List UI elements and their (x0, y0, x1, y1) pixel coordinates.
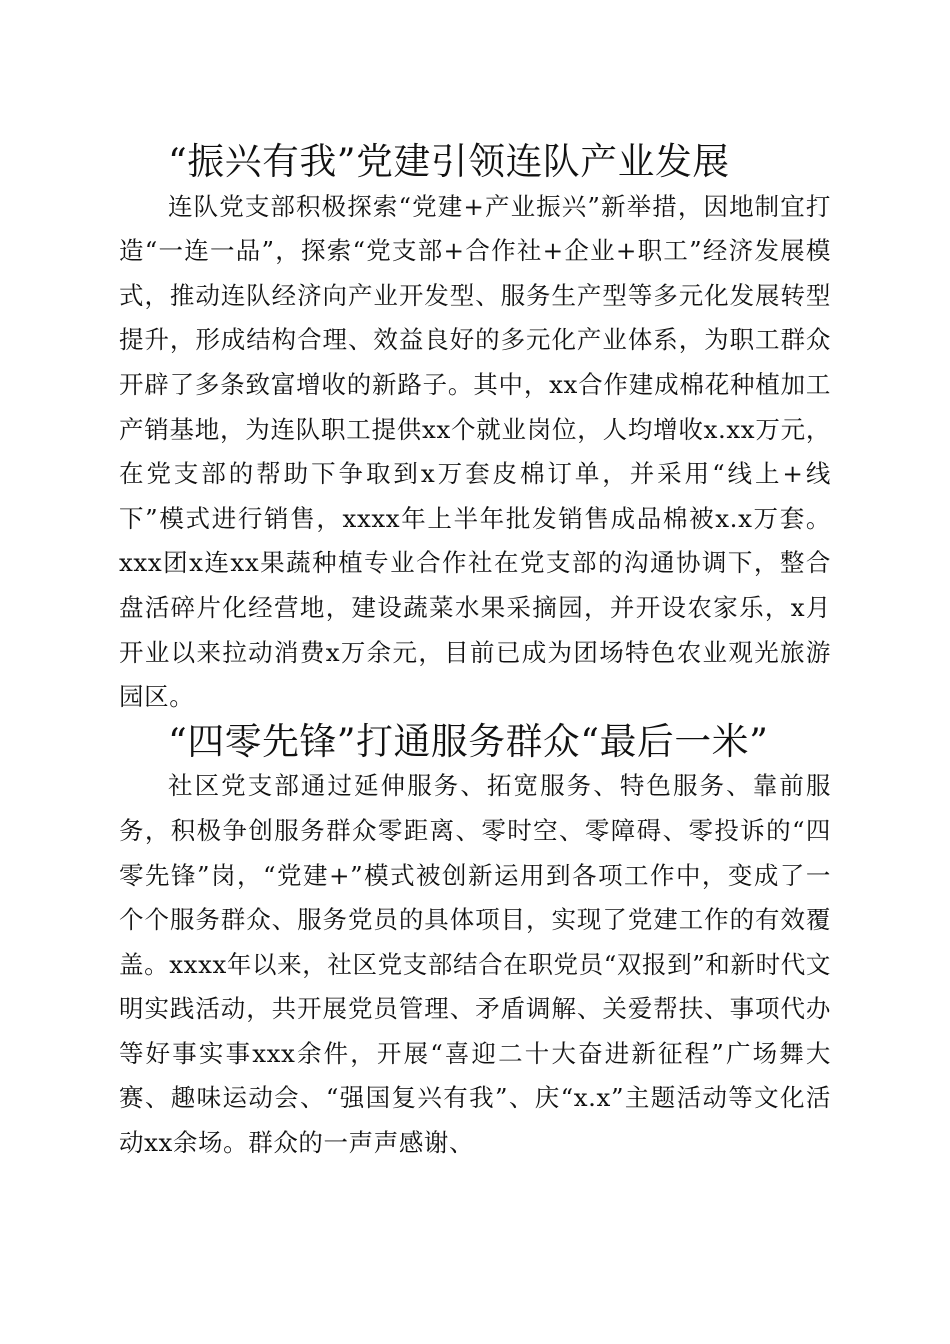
section-heading: “四零先锋”打通服务群众“最后一米” (168, 719, 769, 763)
section-heading: “振兴有我”党建引领连队产业发展 (168, 140, 730, 183)
section-community-service (119, 720, 831, 1166)
section-industry-development (119, 140, 831, 720)
document-page (119, 140, 831, 1166)
section-paragraph: 社区党支部通过延伸服务、拓宽服务、特色服务、靠前服务，积极争创服务群众零距离、零时空、零障碍、零投诉的“四零先锋”岗，“党建+”模式被创新运用到各项工作中，变成了一个个服务群众、服务党员的具体项目，实现了党建工作的有效覆盖。xxxx年以来，社区党支部结合在职党员“双报到”和新时代文明实践活动，共开展党员管理、矛盾调解、关爱帮扶、事项代办等好事实事xxx余件，开展“喜迎二十大奋进新征程”广场舞大赛、趣味运动会、“强国复兴有我”、庆“x.x”主题活动等文化活动xx余场。群众的一声声感谢、 (119, 771, 831, 1158)
section-paragraph: 连队党支部积极探索“党建+产业振兴”新举措，因地制宜打造“一连一品”，探索“党支部+合作社+企业+职工”经济发展模式，推动连队经济向产业开发型、服务生产型等多元化发展转型提升，形成结构合理、效益良好的多元化产业体系，为职工群众开辟了多条致富增收的新路子。其中，xx合作建成棉花种植加工产销基地，为连队职工提供xx个就业岗位，人均增收x.xx万元，在党支部的帮助下争取到x万套皮棉订单，并采用“线上+线下”模式进行销售，xxxx年上半年批发销售成品棉被x.x万套。xxx团x连xx果蔬种植专业合作社在党支部的沟通协调下，整合盘活碎片化经营地，建设蔬菜水果采摘园，并开设农家乐，x月开业以来拉动消费x万余元，目前已成为团场特色农业观光旅游园区。 (119, 191, 831, 712)
